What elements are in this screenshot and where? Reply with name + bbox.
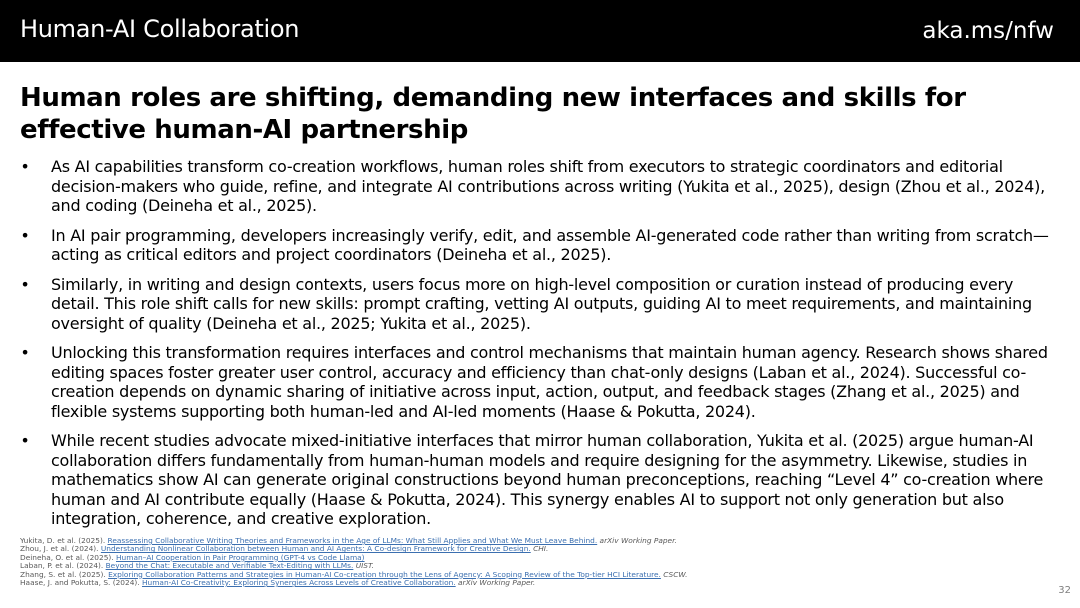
bullet-text: Unlocking this transformation requires interfaces and control mechanisms that maintain human agency. Research shows shared editing spaces foster greater user control, accuracy and efficiency than chat-only designs (Laban et al., 2024). Successful co-creation depends on dynamic sharing of initiative across input, action, output, and feedback stages (Zhang et al., 2025) and flexible systems supporting both human-led and AI-led moments (Haase & Pokutta, 2024).	[51, 343, 1048, 421]
header-link[interactable]: aka.ms/nfw	[922, 18, 1054, 44]
bullet-dot: •	[20, 274, 30, 294]
reference-authors: Laban, P. et al. (2024).	[20, 561, 106, 571]
reference-link[interactable]: Human-AI Co-Creativity: Exploring Synergies Across Levels of Creative Collaboration.	[141, 578, 456, 588]
bullet-item	[20, 431, 1065, 529]
reference-authors: Haase, J. and Pokutta, S. (2024).	[20, 578, 142, 588]
bullet-dot: •	[20, 157, 30, 176]
reference-authors: Deineha, O. et al. (2025).	[20, 552, 116, 562]
bullet-dot: •	[20, 343, 30, 362]
reference-link[interactable]: Understanding Nonlinear Collaboration between Human and AI Agents: A Co-design Framework for Creative Design.	[100, 544, 531, 554]
references	[20, 537, 980, 587]
reference-authors: Zhou, J. et al. (2024).	[20, 544, 101, 554]
bullet-list	[20, 157, 1065, 539]
bullet-dot: •	[20, 225, 30, 245]
reference-venue: CHI.	[530, 544, 549, 554]
reference-link[interactable]: Human–AI Cooperation in Pair Programming (GPT-4 vs Code Llama)	[116, 552, 365, 562]
reference-entry	[20, 579, 980, 587]
reference-link[interactable]: Beyond the Chat: Executable and Verifiable Text-Editing with LLMs.	[105, 561, 354, 571]
bullet-item	[20, 275, 1065, 334]
reference-link[interactable]: Reassessing Collaborative Writing Theories and Frameworks in the Age of LLMs: What Still Applies and What We Must Leave Behind.	[107, 536, 598, 545]
bullet-text: Similarly, in writing and design contexts, users focus more on high-level composition or curation instead of producing every detail. This role shift calls for new skills: prompt crafting, vetting AI outputs, guiding AI to meet requirements, and maintaining oversight of quality (Deineha et al., 2025; Yukita et al., 2025).	[51, 274, 1032, 333]
bullet-item	[20, 343, 1065, 421]
bullet-item	[20, 157, 1065, 216]
reference-authors: Yukita, D. et al. (2025).	[20, 536, 108, 545]
reference-authors: Zhang, S. et al. (2025).	[20, 569, 109, 579]
header-bar	[0, 0, 1080, 62]
reference-venue: arXiv Working Paper.	[597, 536, 677, 545]
bullet-item	[20, 226, 1065, 265]
header-title: Human-AI Collaboration	[20, 15, 300, 43]
reference-venue: arXiv Working Paper.	[455, 578, 536, 588]
reference-venue: CSCW.	[660, 569, 688, 579]
bullet-dot: •	[20, 431, 30, 450]
page-number: 32	[1058, 585, 1071, 596]
bullet-text: In AI pair programming, developers increasingly verify, edit, and assemble AI-generated code rather than writing from scratch—acting as critical editors and project coordinators (Deineha et al., 2025).	[51, 225, 1049, 264]
slide-heading: Human roles are shifting, demanding new interfaces and skills for effective human-AI partnership	[20, 83, 966, 145]
bullet-text: As AI capabilities transform co-creation workflows, human roles shift from executors to strategic coordinators and editorial decision-makers who guide, refine, and integrate AI contributions across writing (Yukita et al., 2025), design (Zhou et al., 2024), and coding (Deineha et al., 2025).	[51, 157, 1045, 215]
reference-link[interactable]: Exploring Collaboration Patterns and Strategies in Human-AI Co-creation through the Lens of Agency: A Scoping Review of the Top-tier HCI Literature.	[108, 569, 661, 579]
bullet-text: While recent studies advocate mixed-initiative interfaces that mirror human collaboration, Yukita et al. (2025) argue human-AI collaboration differs fundamentally from human-human models and require designing for the asymmetry. Likewise, studies in mathematics show AI can generate original constructions beyond human preconceptions, reaching “Level 4” co-creation where human and AI contribute equally (Haase & Pokutta, 2024). This synergy enables AI to support not only generation but also integration, coherence, and creative exploration.	[51, 431, 1044, 528]
reference-venue: UIST.	[353, 561, 374, 571]
